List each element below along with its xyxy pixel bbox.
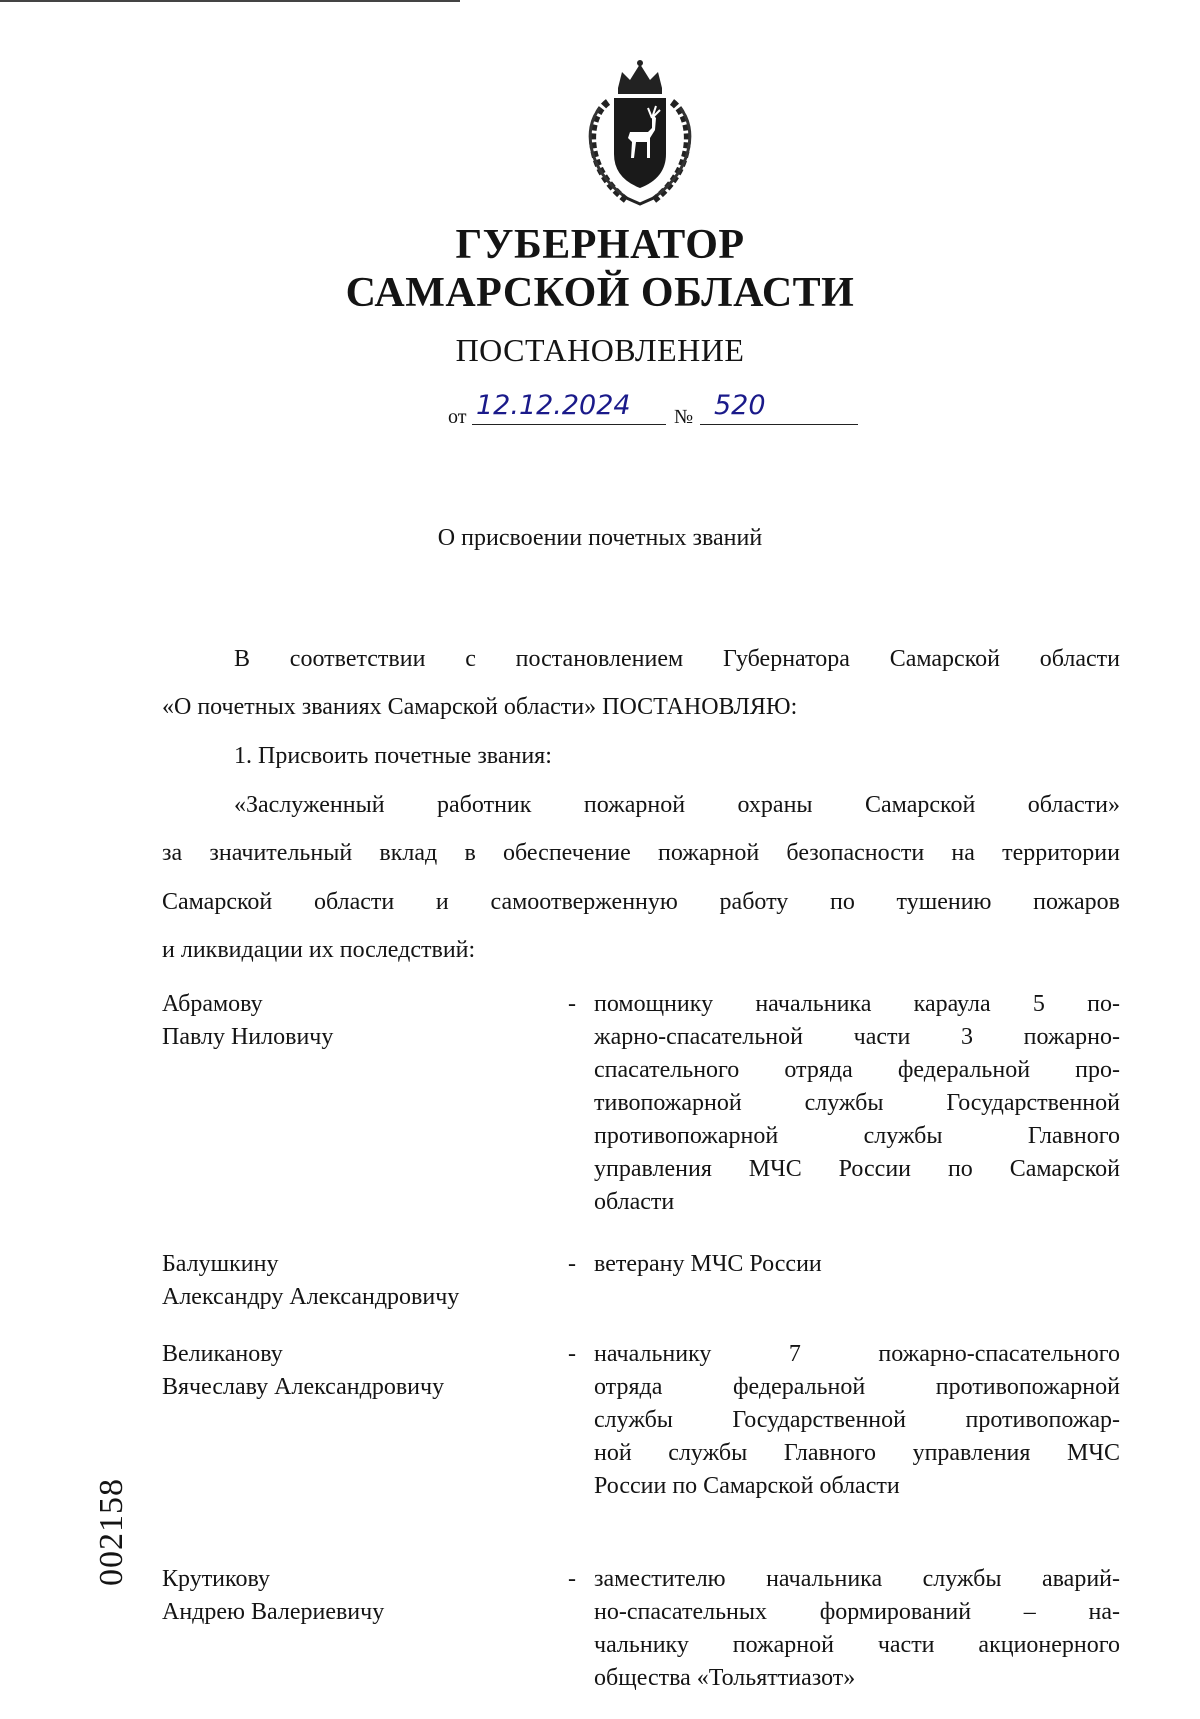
entry-dash: - [568,1251,576,1277]
number-prefix: № [674,406,694,428]
recipient-given-names: Александру Александровичу [162,1284,460,1310]
position-line: управления МЧС России по Самарской [594,1156,1120,1182]
body-paragraph-line: и ликвидации их последствий: [162,937,476,963]
recipient-name [162,1248,552,1314]
recipient-name [162,1563,552,1629]
entry-dash: - [568,991,576,1017]
position-line: отряда федеральной противопожарной [594,1374,1120,1400]
recipient-surname: Крутикову [162,1566,270,1592]
recipient-surname: Балушкину [162,1251,279,1277]
body-paragraph-line: 1. Присвоить почетные звания: [234,743,552,769]
date-prefix: от [448,406,467,428]
position-line: противопожарной службы Главного [594,1123,1120,1149]
recipient-surname: Великанову [162,1341,283,1367]
position-line: ной службы Главного управления МЧС [594,1440,1120,1466]
position-line: начальнику 7 пожарно-спасательного [594,1341,1120,1367]
position-line: ветерану МЧС России [594,1251,822,1277]
position-line: тивопожарной службы Государственной [594,1090,1120,1116]
scan-edge-line [0,0,460,2]
position-line: спасательного отряда федеральной про- [594,1057,1120,1083]
document-subject: О присвоении почетных званий [437,525,763,551]
body-paragraph-line: «О почетных званиях Самарской области» ПОСТАНОВЛЯЮ: [162,694,798,720]
body-paragraph-line: за значительный вклад в обеспечение пожарной безопасности на территории [162,840,1120,866]
position-line: но-спасательных формирований – на- [594,1599,1120,1625]
position-line: заместителю начальника службы аварий- [594,1566,1120,1592]
recipient-surname: Абрамову [162,991,263,1017]
position-line: общества «Тольяттиазот» [594,1665,856,1691]
entry-dash: - [568,1341,576,1367]
recipient-position [594,988,1120,1219]
issuer-title-line2: САМАРСКОЙ ОБЛАСТИ [345,270,855,316]
body-paragraph-line: В соответствии с постановлением Губернатора Самарской области [234,646,1120,672]
document-type: ПОСТАНОВЛЕНИЕ [455,332,745,368]
recipient-position [594,1248,1120,1281]
date-number-line [448,390,848,430]
position-line: жарно-спасательной части 3 пожарно- [594,1024,1120,1050]
entry-dash: - [568,1566,576,1592]
position-line: помощнику начальника караула 5 по- [594,991,1120,1017]
position-line: службы Государственной противопожар- [594,1407,1120,1433]
recipient-given-names: Андрею Валериевичу [162,1599,385,1625]
recipient-name [162,988,552,1054]
serial-number-text: 002158 [93,1478,130,1586]
samara-coat-of-arms-icon [578,58,702,206]
recipient-given-names: Вячеславу Александровичу [162,1374,445,1400]
handwritten-date: 12.12.2024 [472,390,666,425]
issuer-title-line1: ГУБЕРНАТОР [455,222,745,268]
recipient-position [594,1338,1120,1503]
recipient-given-names: Павлу Ниловичу [162,1024,334,1050]
position-line: области [594,1189,675,1215]
body-paragraph-line: Самарской области и самоотверженную работу по тушению пожаров [162,889,1120,915]
position-line: России по Самарской области [594,1473,900,1499]
recipient-position [594,1563,1120,1695]
handwritten-number: 520 [700,390,858,425]
recipient-name [162,1338,552,1404]
position-line: чальнику пожарной части акционерного [594,1632,1120,1658]
body-paragraph-line: «Заслуженный работник пожарной охраны Самарской области» [234,792,1120,818]
